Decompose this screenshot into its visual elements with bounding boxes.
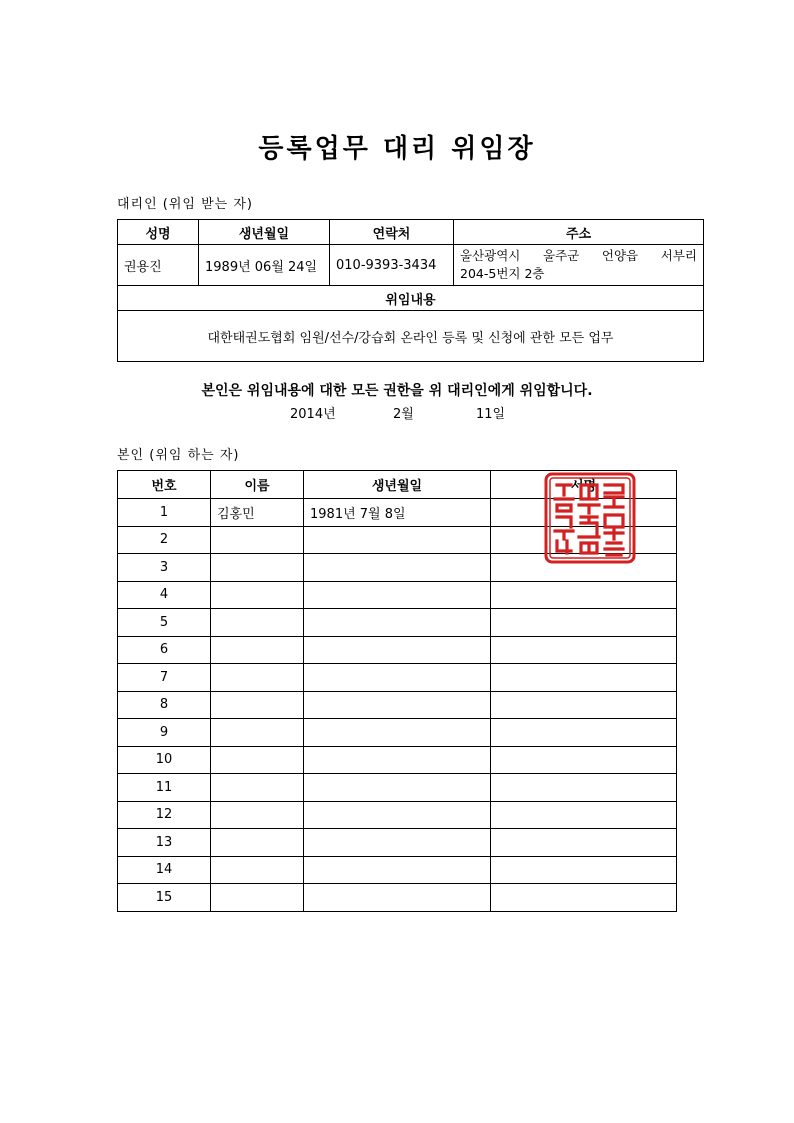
row-number: 15 [118,884,211,912]
row-name [211,801,304,829]
row-number: 5 [118,609,211,637]
row-signature [491,774,677,802]
row-signature [491,664,677,692]
row-number: 14 [118,856,211,884]
delegation-content: 대한태권도협회 임원/선수/강습회 온라인 등록 및 신청에 관한 모든 업무 [118,311,704,362]
principal-header-birth: 생년월일 [304,471,491,499]
agent-section-label: 대리인 (위임 받는 자) [117,197,254,212]
agent-phone: 010-9393-3434 [330,245,454,286]
row-number: 4 [118,581,211,609]
date-month: 2월 [393,407,414,422]
row-birth [304,554,491,582]
row-name [211,526,304,554]
row-number: 13 [118,829,211,857]
row-signature [491,856,677,884]
row-name [211,884,304,912]
table-row [118,774,677,802]
row-signature [491,609,677,637]
row-number: 1 [118,499,211,527]
table-row [118,884,677,912]
row-number: 8 [118,691,211,719]
official-seal-stamp [543,471,637,565]
row-signature [491,746,677,774]
row-birth [304,719,491,747]
row-name [211,719,304,747]
agent-table [117,219,704,362]
row-birth [304,884,491,912]
row-name [211,829,304,857]
row-number: 10 [118,746,211,774]
principal-section-label: 본인 (위임 하는 자) [117,448,240,463]
row-number: 9 [118,719,211,747]
principal-header-no: 번호 [118,471,211,499]
row-signature [491,581,677,609]
row-birth [304,829,491,857]
row-number: 6 [118,636,211,664]
row-name [211,581,304,609]
table-row [118,664,677,692]
table-row [118,581,677,609]
row-birth [304,636,491,664]
table-row [118,856,677,884]
agent-header-name: 성명 [118,220,199,245]
row-name [211,746,304,774]
table-row [118,746,677,774]
row-signature [491,719,677,747]
row-birth [304,856,491,884]
row-birth [304,581,491,609]
row-number: 3 [118,554,211,582]
row-birth [304,801,491,829]
row-signature [491,829,677,857]
row-number: 2 [118,526,211,554]
agent-header-address: 주소 [454,220,704,245]
row-birth [304,774,491,802]
document-title: 등록업무 대리 위임장 [258,134,536,164]
row-name [211,636,304,664]
row-birth: 1981년 7월 8일 [304,499,491,527]
principal-header-name: 이름 [211,471,304,499]
table-row [118,719,677,747]
agent-name: 권용진 [118,245,199,286]
date-day: 11일 [476,407,506,422]
row-name: 김홍민 [211,499,304,527]
row-birth [304,609,491,637]
row-signature [491,691,677,719]
row-name [211,609,304,637]
date-year: 2014년 [290,407,336,422]
row-number: 11 [118,774,211,802]
row-birth [304,691,491,719]
row-name [211,554,304,582]
row-number: 12 [118,801,211,829]
table-row [118,636,677,664]
principal-header-signature: 서명 [491,471,677,499]
row-number: 7 [118,664,211,692]
row-name [211,856,304,884]
row-signature [491,884,677,912]
agent-header-phone: 연락처 [330,220,454,245]
agent-address-line1: 울산광역시 울주군 언양읍 서부리 [460,248,697,263]
row-signature [491,801,677,829]
delegation-statement: 본인은 위임내용에 대한 모든 권한을 위 대리인에게 위임합니다. [201,383,593,399]
row-signature [491,636,677,664]
table-row [118,801,677,829]
agent-address [454,245,704,286]
agent-birth: 1989년 06월 24일 [199,245,330,286]
delegation-content-header: 위임내용 [118,286,704,311]
row-name [211,774,304,802]
table-row [118,691,677,719]
table-row [118,609,677,637]
row-name [211,691,304,719]
agent-address-line2: 204-5번지 2층 [460,266,545,281]
row-birth [304,526,491,554]
row-birth [304,664,491,692]
agent-header-birth: 생년월일 [199,220,330,245]
table-row [118,829,677,857]
row-name [211,664,304,692]
row-birth [304,746,491,774]
